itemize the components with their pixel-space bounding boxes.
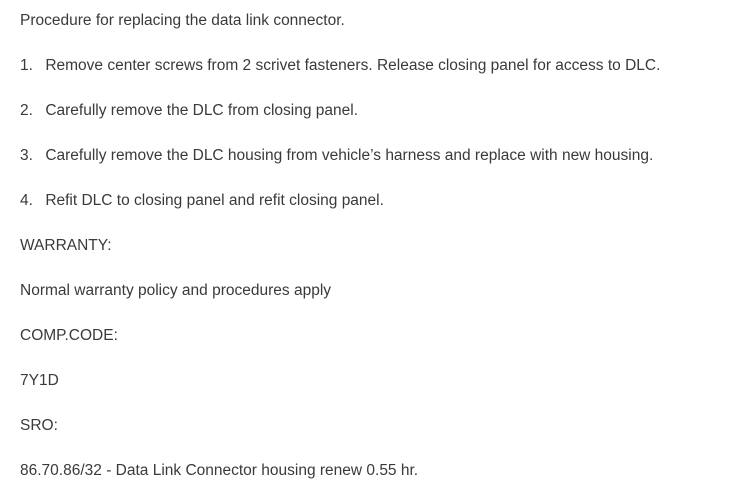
step-number: 2. bbox=[20, 102, 33, 119]
comp-code-value: 7Y1D bbox=[20, 372, 59, 389]
warranty-text: Normal warranty policy and procedures apply bbox=[20, 282, 332, 299]
step-text: Refit DLC to closing panel and refit closing panel. bbox=[45, 192, 384, 209]
step-4 bbox=[20, 191, 740, 211]
intro-text: Procedure for replacing the data link connector. bbox=[20, 12, 345, 29]
procedure-document bbox=[20, 11, 740, 481]
sro-label: SRO: bbox=[20, 417, 58, 434]
step-text: Carefully remove the DLC housing from vehicle’s harness and replace with new housing. bbox=[45, 147, 654, 164]
step-number: 1. bbox=[20, 57, 33, 74]
step-2 bbox=[20, 101, 740, 121]
comp-code-label: COMP.CODE: bbox=[20, 327, 118, 344]
step-number: 4. bbox=[20, 192, 33, 209]
step-text: Carefully remove the DLC from closing panel. bbox=[45, 102, 359, 119]
sro-value: 86.70.86/32 - Data Link Connector housing renew 0.55 hr. bbox=[20, 462, 419, 479]
step-text: Remove center screws from 2 scrivet fasteners. Release closing panel for access to DLC. bbox=[45, 57, 661, 74]
step-number: 3. bbox=[20, 147, 33, 164]
step-1 bbox=[20, 56, 740, 76]
warranty-label: WARRANTY: bbox=[20, 237, 112, 254]
step-3 bbox=[20, 146, 740, 166]
